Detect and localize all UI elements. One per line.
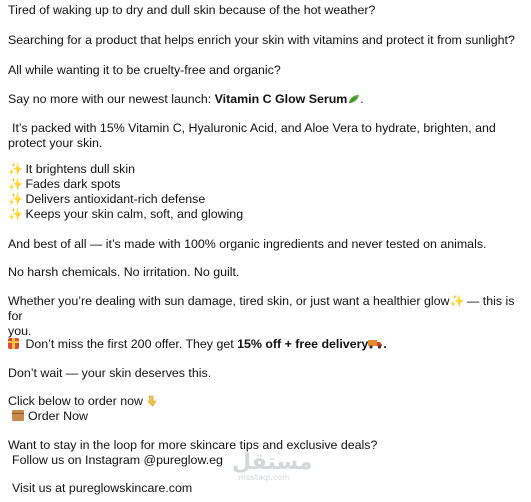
intro-text-3: All while wanting it to be cruelty-free and organic? <box>8 63 281 77</box>
no-harsh-line <box>8 265 523 280</box>
launch-suffix: . <box>360 92 364 106</box>
ingredients-line-2: protect your skin. <box>8 136 103 150</box>
offer-highlight: 15% off + free delivery <box>237 337 369 351</box>
benefit-text: Delivers antioxidant-rich defense <box>25 192 206 206</box>
follow-instagram-text: Follow us on Instagram @pureglow.eg <box>12 453 223 467</box>
intro-line-3 <box>8 63 523 78</box>
whether-prefix: Whether you’re dealing with sun damage, tired skin, or just want a healthier glow <box>8 294 450 308</box>
dont-wait-text: Don’t wait — your skin deserves this. <box>8 366 212 380</box>
benefit-text: It brightens dull skin <box>25 162 135 176</box>
whether-line-2: you. <box>8 324 32 338</box>
offer-prefix: Don’t miss the first 200 offer. They get <box>22 337 238 351</box>
order-now-line[interactable] <box>8 409 523 424</box>
click-below-line <box>8 394 523 409</box>
organic-note <box>8 237 523 252</box>
dont-wait-line <box>8 366 523 381</box>
whether-paragraph <box>8 294 523 339</box>
package-icon <box>12 410 24 421</box>
benefit-text: Fades dark spots <box>25 177 121 191</box>
benefit-item <box>8 177 523 192</box>
intro-line-2 <box>8 33 523 48</box>
watermark-latin: mostaql.com <box>238 473 290 482</box>
whether-line-1 <box>8 294 523 324</box>
benefits-list <box>8 162 523 222</box>
visit-website-text: Visit us at pureglowskincare.com <box>12 481 193 495</box>
sparkles-icon: ✨ <box>8 207 23 221</box>
ingredients-line-1: It’s packed with 15% Vitamin C, Hyaluronic Acid, and Aloe Vera to hydrate, brighten, and <box>12 121 496 135</box>
benefit-item <box>8 192 523 207</box>
ingredients-paragraph <box>8 121 523 151</box>
launch-line <box>8 92 523 107</box>
intro-text-1: Tired of waking up to dry and dull skin because of the hot weather? <box>8 3 376 17</box>
sparkles-icon: ✨ <box>8 192 23 206</box>
organic-note-text: And best of all — it’s made with 100% organic ingredients and never tested on animals. <box>8 237 487 251</box>
sparkles-icon: ✨ <box>8 177 23 191</box>
no-harsh-text: No harsh chemicals. No irritation. No guilt. <box>8 265 240 279</box>
sparkles-icon: ✨ <box>8 162 23 176</box>
launch-prefix: Say no more with our newest launch: <box>8 92 215 106</box>
gift-icon <box>8 338 19 349</box>
pointing-down-icon <box>146 395 159 407</box>
stay-loop-text: Want to stay in the loop for more skincare tips and exclusive deals? <box>8 438 378 452</box>
sparkles-icon: ✨ <box>449 294 465 308</box>
watermark-arabic: مستقل <box>232 450 313 475</box>
offer-suffix: . <box>383 337 387 351</box>
intro-text-2: Searching for a product that helps enrich your skin with vitamins and protect it from sunlight? <box>8 33 515 47</box>
benefit-item <box>8 207 523 222</box>
benefit-item <box>8 162 523 177</box>
delivery-truck-icon <box>368 339 383 349</box>
whether-suffix: — this is for <box>8 294 515 323</box>
offer-line <box>8 337 523 352</box>
leaf-icon <box>348 94 360 104</box>
visit-line <box>8 481 523 496</box>
intro-line-1 <box>8 3 523 18</box>
benefit-text: Keeps your skin calm, soft, and glowing <box>25 207 244 221</box>
order-now-link[interactable]: Order Now <box>28 409 88 423</box>
product-name: Vitamin C Glow Serum <box>214 92 348 106</box>
click-below-text: Click below to order now <box>8 394 147 408</box>
watermark-logo <box>232 450 313 482</box>
